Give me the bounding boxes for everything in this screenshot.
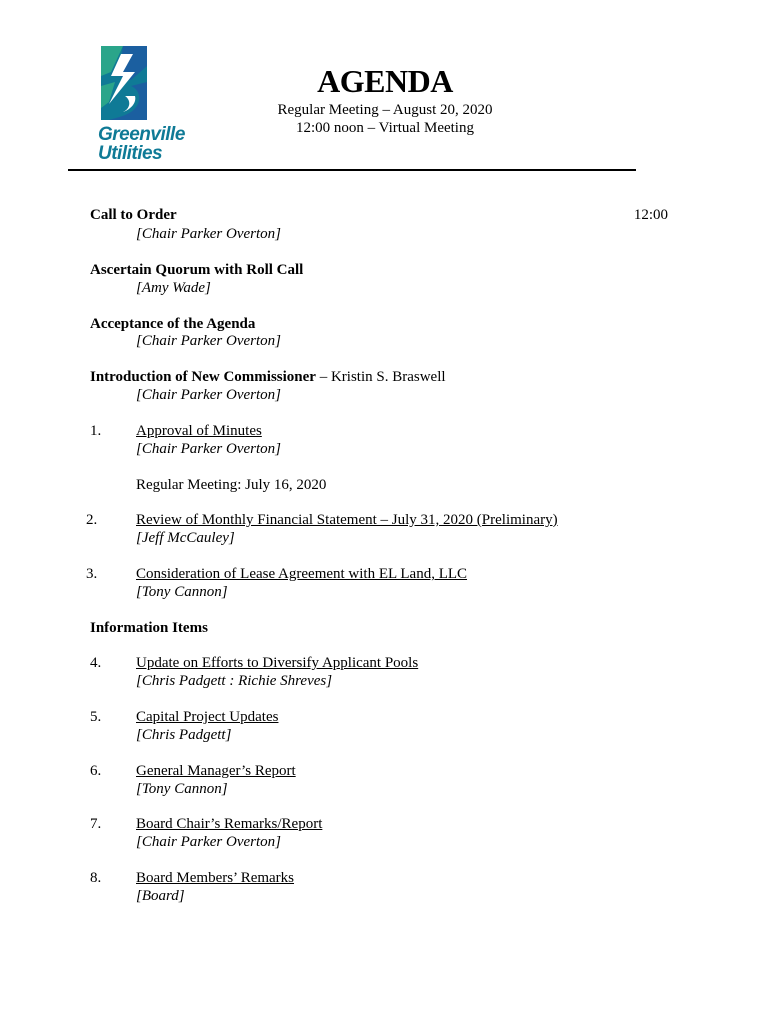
item-number: 7. bbox=[90, 816, 102, 832]
logo-word-utilities: Utilities bbox=[98, 143, 163, 164]
header-divider bbox=[68, 169, 636, 171]
item-presenter: [Board] bbox=[136, 888, 185, 904]
item-presenter: [Chris Padgett] bbox=[136, 727, 232, 743]
call-to-order-heading: Call to Order bbox=[90, 207, 177, 223]
item-presenter: [Chair Parker Overton] bbox=[136, 441, 281, 457]
agenda-acceptance-heading: Acceptance of the Agenda bbox=[90, 316, 256, 332]
meeting-date: Regular Meeting – August 20, 2020 bbox=[277, 102, 493, 118]
item-number: 8. bbox=[90, 870, 102, 886]
logo-mark-icon bbox=[101, 46, 147, 120]
page-title: AGENDA bbox=[317, 63, 453, 99]
call-to-order-presenter: [Chair Parker Overton] bbox=[136, 226, 281, 242]
item-number: 3. bbox=[86, 566, 98, 582]
item-title-financial-statement[interactable]: Review of Monthly Financial Statement – July 31, 2020 (Preliminary) bbox=[136, 512, 558, 528]
item-presenter: [Jeff McCauley] bbox=[136, 530, 235, 546]
new-commissioner-name: – Kristin S. Braswell bbox=[315, 369, 446, 385]
item-number: 4. bbox=[90, 655, 102, 671]
roll-call-heading: Ascertain Quorum with Roll Call bbox=[90, 262, 304, 278]
item-title-lease-agreement[interactable]: Consideration of Lease Agreement with EL Land, LLC bbox=[136, 566, 468, 582]
item-presenter: [Tony Cannon] bbox=[136, 584, 228, 600]
item-number: 1. bbox=[90, 423, 102, 439]
item-number: 2. bbox=[86, 512, 98, 528]
item-note-minutes: Regular Meeting: July 16, 2020 bbox=[136, 477, 327, 493]
roll-call-presenter: [Amy Wade] bbox=[136, 280, 211, 296]
item-presenter: [Tony Cannon] bbox=[136, 781, 228, 797]
item-number: 6. bbox=[90, 763, 102, 779]
item-presenter: [Chair Parker Overton] bbox=[136, 834, 281, 850]
greenville-utilities-logo bbox=[98, 46, 194, 162]
item-title-board-members-remarks[interactable]: Board Members’ Remarks bbox=[136, 870, 295, 886]
item-number: 5. bbox=[90, 709, 102, 725]
item-title-approval-minutes[interactable]: Approval of Minutes bbox=[136, 423, 262, 439]
new-commissioner-heading: Introduction of New Commissioner – Kristin S. Braswell bbox=[90, 369, 446, 385]
item-title-gm-report[interactable]: General Manager’s Report bbox=[136, 763, 296, 779]
item-presenter: [Chris Padgett : Richie Shreves] bbox=[136, 673, 333, 689]
logo-word-greenville: Greenville bbox=[98, 124, 185, 145]
start-time: 12:00 bbox=[633, 207, 668, 223]
agenda-acceptance-presenter: [Chair Parker Overton] bbox=[136, 333, 281, 349]
new-commissioner-presenter: [Chair Parker Overton] bbox=[136, 387, 281, 403]
meeting-time-place: 12:00 noon – Virtual Meeting bbox=[296, 120, 474, 136]
item-title-applicant-pools[interactable]: Update on Efforts to Diversify Applicant Pools bbox=[136, 655, 419, 671]
information-items-heading: Information Items bbox=[90, 620, 208, 636]
item-title-capital-projects[interactable]: Capital Project Updates bbox=[136, 709, 279, 725]
item-title-board-chair-remarks[interactable]: Board Chair’s Remarks/Report bbox=[136, 816, 323, 832]
